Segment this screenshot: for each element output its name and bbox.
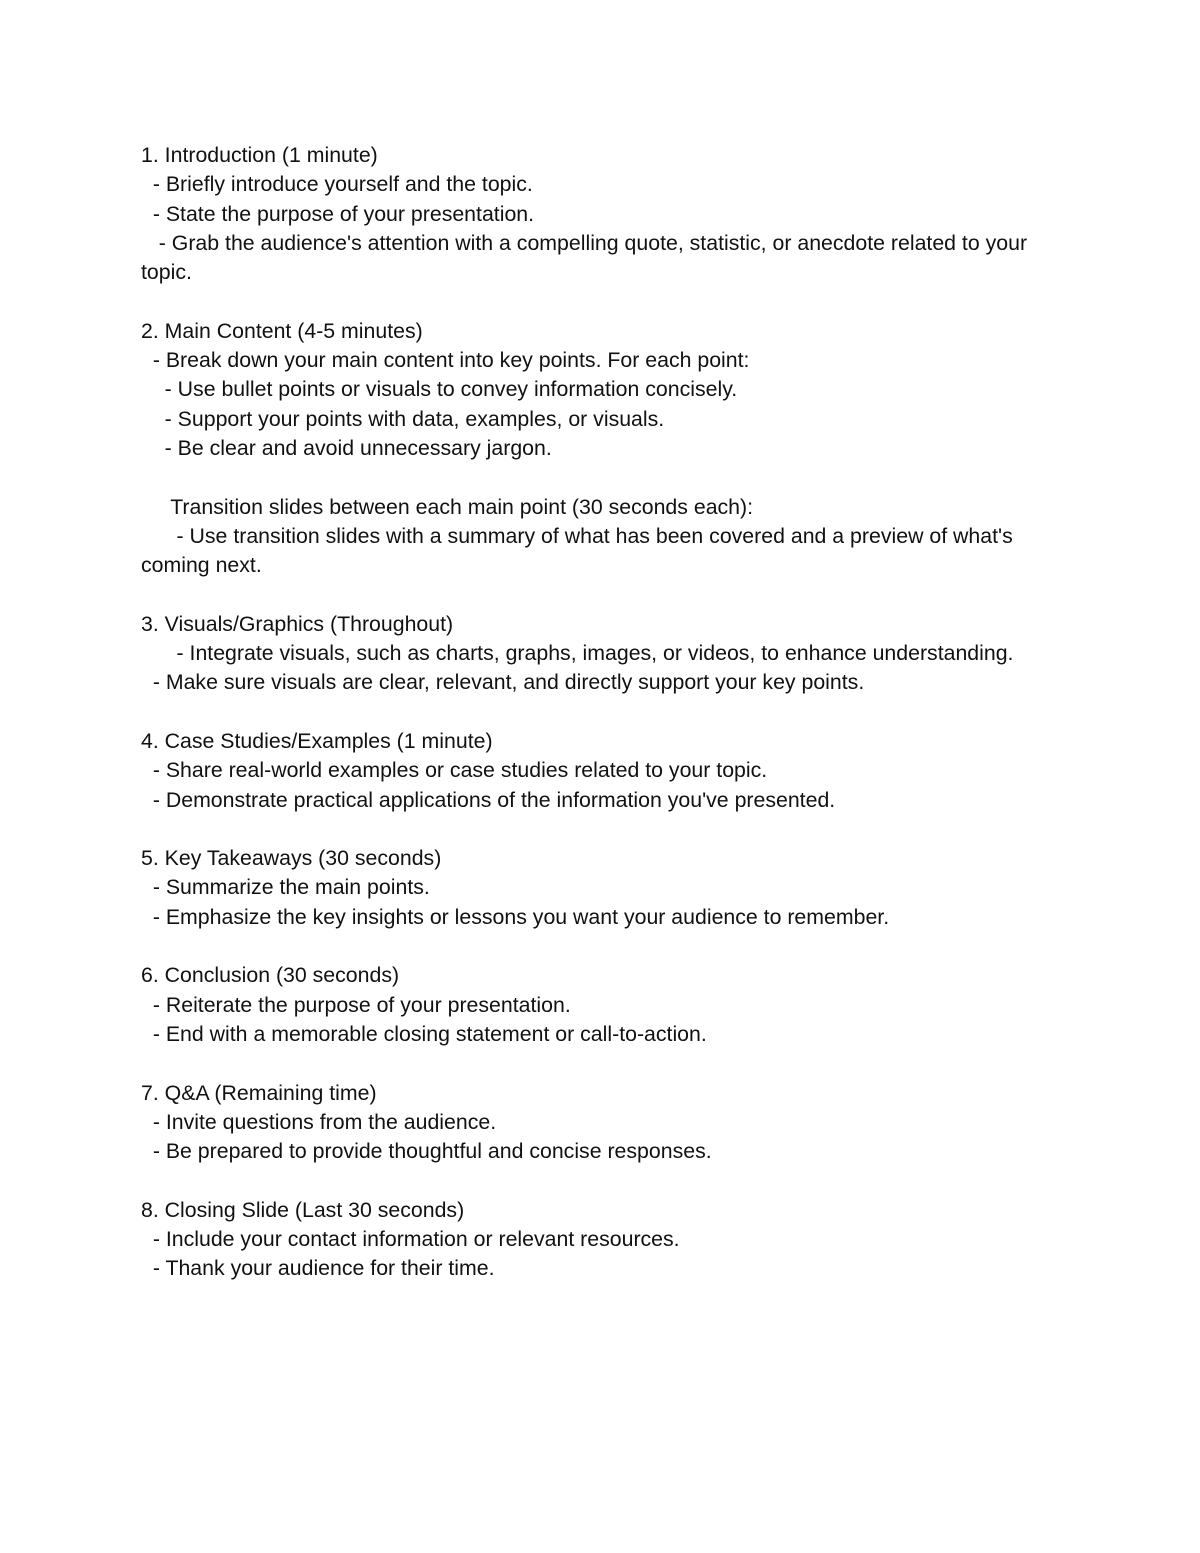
bullet-line: - End with a memorable closing statement or call-to-action. [141,1021,707,1046]
spacer [141,287,1057,316]
sub-bullet-line: - Be clear and avoid unnecessary jargon. [141,435,552,460]
spacer [141,932,1057,961]
bullet-line: - Make sure visuals are clear, relevant, and directly support your key points. [141,670,865,695]
bullet-line: - Thank your audience for their time. [141,1256,495,1281]
sub-heading: Transition slides between each main point (30 seconds each): [141,494,754,519]
section-heading: 2. Main Content (4-5 minutes) [141,318,423,343]
document-body [141,141,1057,1284]
section-heading: 6. Conclusion (30 seconds) [141,963,400,988]
section-heading: 7. Q&A (Remaining time) [141,1080,377,1105]
section-heading: 1. Introduction (1 minute) [141,143,378,167]
section-heading: 5. Key Takeaways (30 seconds) [141,846,442,871]
bullet-line: - Invite questions from the audience. [141,1109,497,1134]
bullet-line: - Share real-world examples or case studies related to your topic. [141,758,768,783]
spacer [141,1049,1057,1078]
section-heading: 3. Visuals/Graphics (Throughout) [141,611,454,636]
section-heading: 4. Case Studies/Examples (1 minute) [141,728,493,753]
wrapped-bullet: - Integrate visuals, such as charts, graphs, images, or videos, to enhance understanding. [141,641,1014,666]
sub-bullet-line: - Support your points with data, examples, or visuals. [141,406,665,431]
wrapped-bullet: - Use transition slides with a summary of what has been covered and a preview of what's coming next. [141,523,1019,578]
bullet-line: - Emphasize the key insights or lessons you want your audience to remember. [141,904,890,929]
spacer [141,463,1057,492]
bullet-line: - Briefly introduce yourself and the topic. [141,172,533,197]
bullet-line: - Be prepared to provide thoughtful and concise responses. [141,1139,712,1164]
bullet-line: - Summarize the main points. [141,875,430,900]
bullet-line: - State the purpose of your presentation. [141,201,535,226]
wrapped-bullet: - Grab the audience's attention with a compelling quote, statistic, or anecdote related to your topic. [141,230,1033,285]
spacer [141,1166,1057,1195]
sub-bullet-line: - Use bullet points or visuals to convey information concisely. [141,377,738,402]
spacer [141,698,1057,727]
bullet-line: - Reiterate the purpose of your presentation. [141,992,571,1017]
spacer [141,580,1057,609]
bullet-line: - Include your contact information or relevant resources. [141,1226,680,1251]
section-heading: 8. Closing Slide (Last 30 seconds) [141,1197,465,1222]
bullet-line: - Demonstrate practical applications of the information you've presented. [141,787,836,812]
bullet-line: - Break down your main content into key points. For each point: [141,348,750,373]
spacer [141,815,1057,844]
